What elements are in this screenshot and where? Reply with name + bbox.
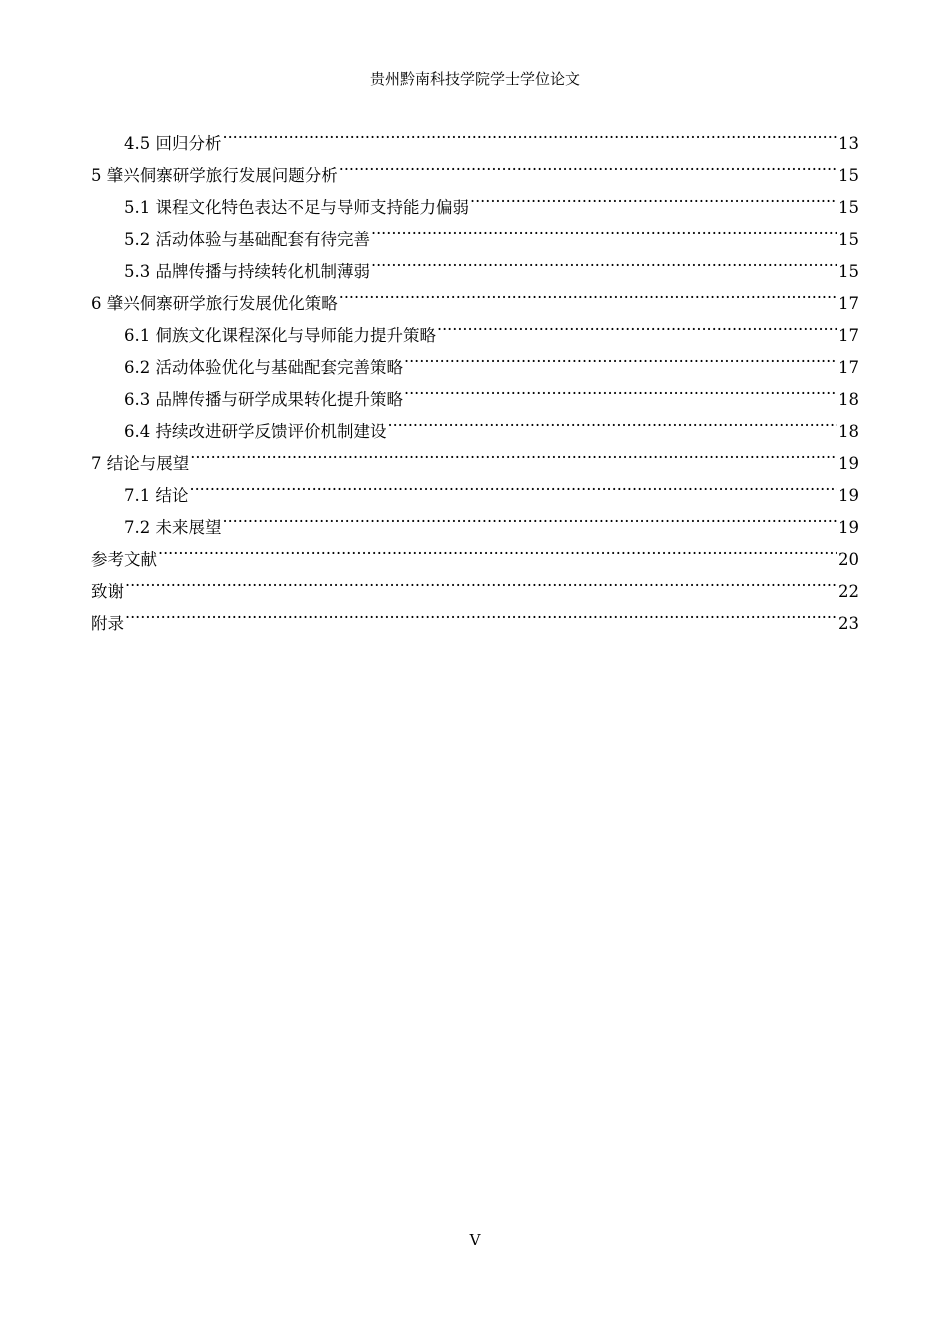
toc-dot-leader (223, 117, 838, 149)
toc-dot-leader (388, 405, 838, 437)
toc-dot-leader (371, 245, 837, 277)
toc-entry-title: 6.3 品牌传播与研学成果转化提升策略 (124, 390, 403, 409)
toc-dot-leader (339, 277, 837, 309)
toc-entry-title: 7.2 未来展望 (124, 518, 222, 537)
toc-dot-leader (404, 341, 837, 373)
toc-dot-leader (158, 533, 837, 565)
toc-entry-title: 6.4 持续改进研学反馈评价机制建设 (124, 422, 387, 441)
page-header: 贵州黔南科技学院学士学位论文 (369, 70, 580, 88)
toc-entry-title: 6.2 活动体验优化与基础配套完善策略 (124, 358, 403, 377)
toc-dot-leader (470, 181, 837, 213)
toc-entry-title: 5.1 课程文化特色表达不足与导师支持能力偏弱 (124, 198, 469, 217)
toc-dot-leader (437, 309, 837, 341)
toc-entry-page: 22 (838, 582, 859, 601)
toc-entry-title: 5 肇兴侗寨研学旅行发展问题分析 (91, 166, 338, 185)
toc-entry-title: 附录 (91, 614, 124, 633)
page-number: V (469, 1231, 481, 1249)
toc-entry-title: 参考文献 (91, 550, 157, 569)
toc-entry-page: 18 (838, 422, 859, 441)
toc-dot-leader (223, 501, 838, 533)
toc-entry-page: 13 (838, 134, 859, 153)
toc-entry-page: 19 (838, 486, 859, 505)
toc-entry-page: 15 (838, 198, 859, 217)
toc-dot-leader (404, 373, 837, 405)
toc-entry[interactable] (91, 117, 859, 153)
toc-entry[interactable] (91, 501, 859, 537)
table-of-contents (91, 117, 859, 633)
toc-entry[interactable] (91, 533, 859, 569)
toc-dot-leader (190, 437, 837, 469)
toc-entry-page: 17 (838, 358, 859, 377)
toc-entry[interactable] (91, 469, 859, 505)
toc-entry-page: 17 (838, 326, 859, 345)
toc-entry-page: 15 (838, 262, 859, 281)
toc-dot-leader (125, 597, 837, 629)
toc-entry-title: 4.5 回归分析 (124, 134, 222, 153)
toc-dot-leader (190, 469, 838, 501)
toc-entry-title: 6 肇兴侗寨研学旅行发展优化策略 (91, 294, 338, 313)
toc-entry[interactable] (91, 597, 859, 633)
toc-entry-page: 19 (838, 454, 859, 473)
toc-entry-page: 18 (838, 390, 859, 409)
toc-entry[interactable] (91, 565, 859, 601)
toc-dot-leader (371, 213, 837, 245)
toc-entry-title: 7 结论与展望 (91, 454, 190, 473)
toc-dot-leader (339, 149, 837, 181)
toc-entry-page: 15 (838, 230, 859, 249)
toc-entry-page: 20 (838, 550, 859, 569)
toc-entry-title: 5.2 活动体验与基础配套有待完善 (124, 230, 370, 249)
toc-entry-page: 19 (838, 518, 859, 537)
toc-entry-title: 6.1 侗族文化课程深化与导师能力提升策略 (124, 326, 436, 345)
toc-entry-title: 5.3 品牌传播与持续转化机制薄弱 (124, 262, 370, 281)
toc-entry-title: 致谢 (91, 582, 124, 601)
toc-entry-page: 15 (838, 166, 859, 185)
toc-entry[interactable] (91, 437, 859, 473)
toc-entry-title: 7.1 结论 (124, 486, 189, 505)
toc-dot-leader (125, 565, 837, 597)
toc-entry-page: 23 (838, 614, 859, 633)
toc-entry-page: 17 (838, 294, 859, 313)
